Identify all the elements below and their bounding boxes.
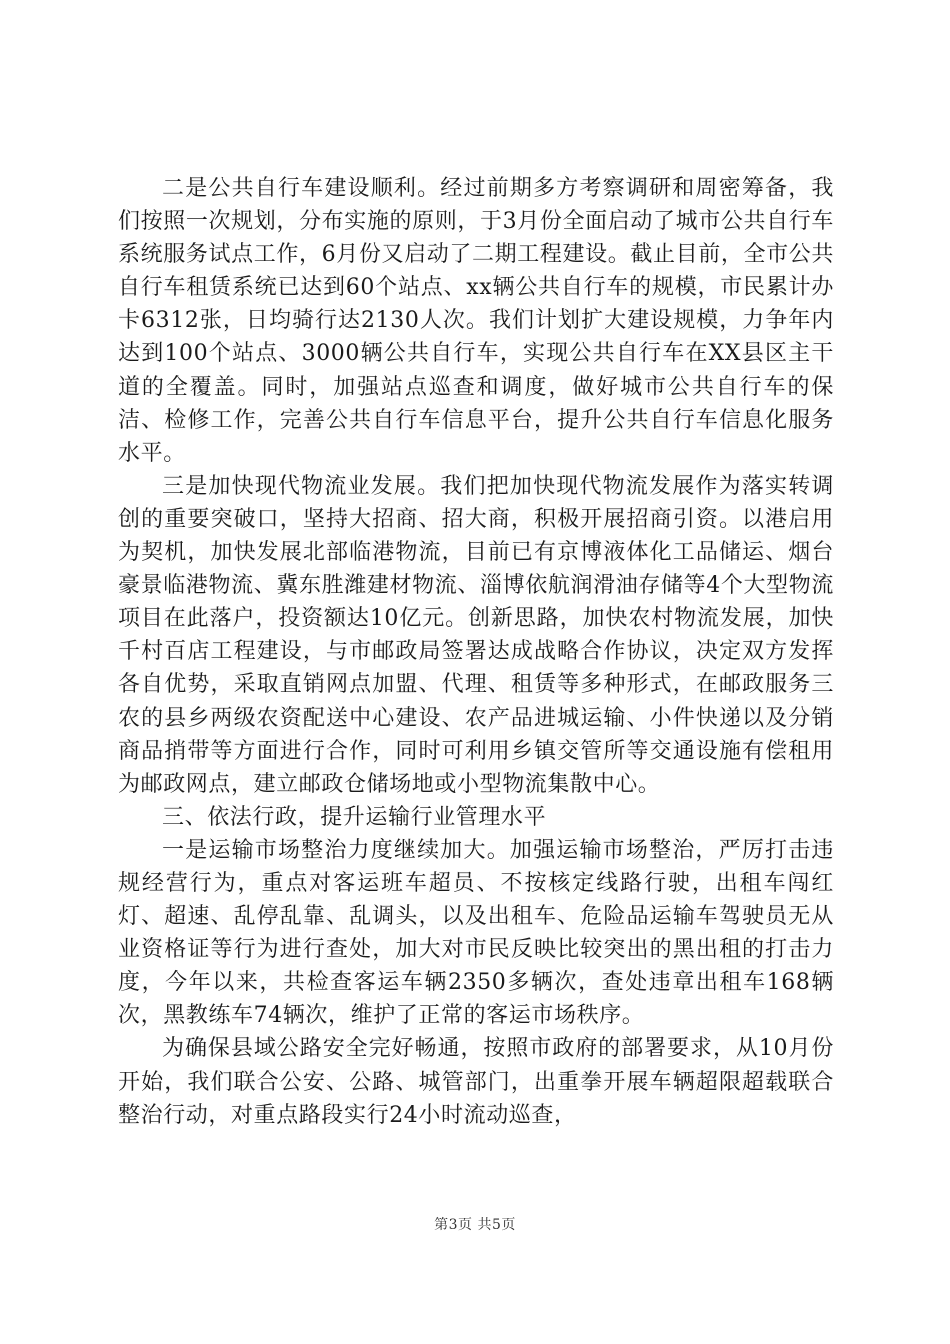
document-body (118, 172, 834, 1132)
page-indicator: 第3页 共5页 (434, 1217, 516, 1233)
page-footer (0, 1214, 950, 1234)
section-heading: 三、依法行政，提升运输行业管理水平 (162, 804, 547, 830)
paragraph-public-bicycle: 二是公共自行车建设顺利。经过前期多方考察调研和周密筹备，我们按照一次规划，分布实施的原则，于3月份全面启动了城市公共自行车系统服务试点工作，6月份又启动了二期工程建设。截止目前，全市公共自行车租赁系统已达到60个站点、xx辆公共自行车的规模，市民累计办卡6312张，日均骑行达2130人次。我们计划扩大建设规模，力争年内达到100个站点、3000辆公共自行车，实现公共自行车在XX县区主干道的全覆盖。同时，加强站点巡查和调度，做好城市公共自行车的保洁、检修工作，完善公共自行车信息平台，提升公共自行车信息化服务水平。 (118, 176, 834, 466)
paragraph-market-regulation: 一是运输市场整治力度继续加大。加强运输市场整治，严厉打击违规经营行为，重点对客运班车超员、不按核定线路行驶，出租车闯红灯、超速、乱停乱靠、乱调头，以及出租车、危险品运输车驾驶员无从业资格证等行为进行查处，加大对市民反映比较突出的黑出租的打击力度，今年以来，共检查客运车辆2350多辆次，查处违章出租车168辆次，黑教练车74辆次，维护了正常的客运市场秩序。 (118, 837, 834, 1029)
paragraph-logistics: 三是加快现代物流业发展。我们把加快现代物流发展作为落实转调创的重要突破口，坚持大招商、招大商，积极开展招商引资。以港启用为契机，加快发展北部临港物流，目前已有京博液体化工品储运、烟台豪景临港物流、冀东胜潍建材物流、淄博依航润滑油存储等4个大型物流项目在此落户，投资额达10亿元。创新思路，加快农村物流发展，加快千村百店工程建设，与市邮政局签署达成战略合作协议，决定双方发挥各自优势，采取直销网点加盟、代理、租赁等多种形式，在邮政服务三农的县乡两级农资配送中心建设、农产品进城运输、小件快递以及分销商品捎带等方面进行合作，同时可利用乡镇交管所等交通设施有偿租用为邮政网点，建立邮政仓储场地或小型物流集散中心。 (118, 473, 834, 797)
paragraph-road-safety: 为确保县域公路安全完好畅通，按照市政府的部署要求，从10月份开始，我们联合公安、公路、城管部门，出重拳开展车辆超限超载联合整治行动，对重点路段实行24小时流动巡查， (118, 1036, 834, 1128)
